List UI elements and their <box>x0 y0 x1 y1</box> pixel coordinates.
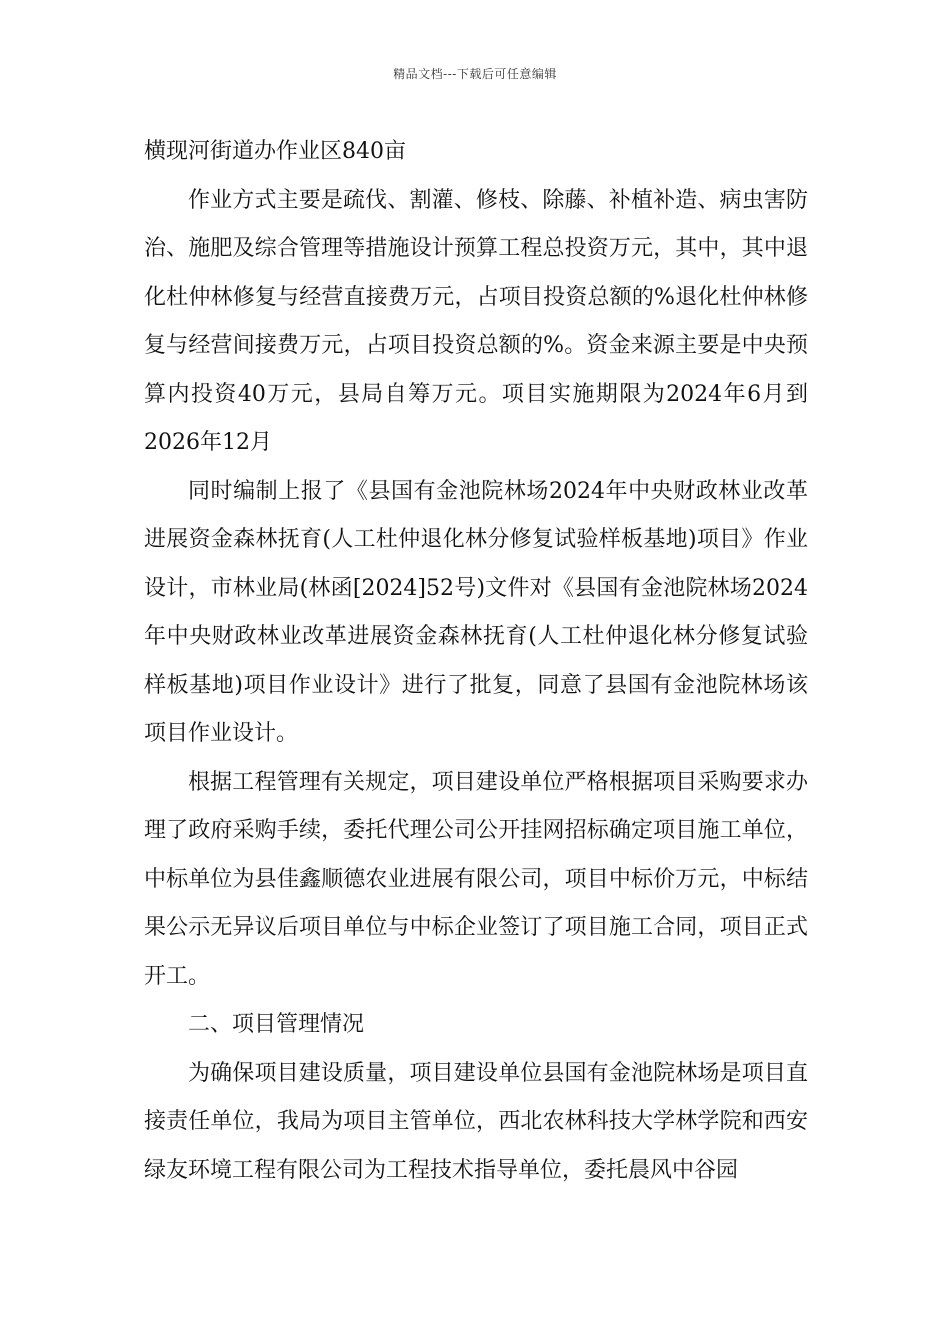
paragraph-work-method: 作业方式主要是疏伐、割灌、修枝、除藤、补植补造、病虫害防治、施肥及综合管理等措施设计预算工程总投资万元，其中，其中退化杜仲林修复与经营直接费万元，占项目投资总额的%退化杜仲林修复与经营间接费万元，占项目投资总额的%。资金来源主要是中央预算内投资40万元，县局自筹万元。项目实施期限为2024年6月到2026年12月 <box>144 187 808 455</box>
paragraph-procurement: 根据工程管理有关规定，项目建设单位严格根据项目采购要求办理了政府采购手续，委托代理公司公开挂网招标确定项目施工单位，中标单位为县佳鑫顺德农业进展有限公司，项目中标价万元，中标结果公示无异议后项目单位与中标企业签订了项目施工合同，项目正式开工。 <box>144 769 808 989</box>
section-heading-project-management: 二、项目管理情况 <box>188 1012 365 1037</box>
paragraph-design-approval: 同时编制上报了《县国有金池院林场2024年中央财政林业改革进展资金森林抚育(人工杜仲退化林分修复试验样板基地)项目》作业设计，市林业局(林函[2024]52号)文件对《县国有金池院林场2024年中央财政林业改革进展资金森林抚育(人工杜仲退化林分修复试验样板基地)项目作业设计》进行了批复，同意了县国有金池院林场该项目作业设计。 <box>144 478 808 746</box>
document-body <box>144 128 808 1195</box>
page-header: 精品文档---下载后可任意编辑 <box>393 67 557 81</box>
paragraph-worksite: 横现河街道办作业区840亩 <box>144 139 406 164</box>
paragraph-quality-assurance: 为确保项目建设质量，项目建设单位县国有金池院林场是项目直接责任单位，我局为项目主管单位，西北农林科技大学林学院和西安绿友环境工程有限公司为工程技术指导单位，委托晨风中谷园 <box>144 1060 808 1183</box>
